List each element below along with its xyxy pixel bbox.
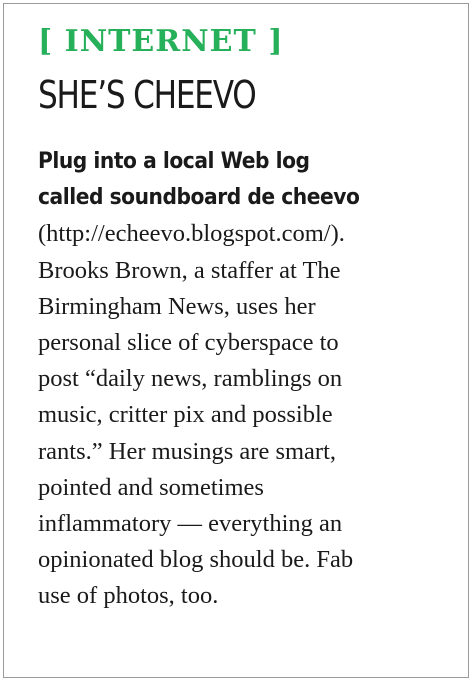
article-content bbox=[38, 22, 458, 615]
section-open-bracket: [ bbox=[38, 24, 54, 59]
section-label bbox=[38, 22, 458, 62]
lead-line-1: Plug into a local Web log bbox=[38, 149, 310, 174]
body-line-8: pointed and sometimes bbox=[38, 473, 264, 501]
section-close-bracket: ] bbox=[268, 24, 284, 59]
body-line-10: opinionated blog should be. Fab bbox=[38, 546, 354, 574]
body-line-7: rants.” Her musings are smart, bbox=[38, 437, 336, 465]
lead-line-2: called soundboard de cheevo bbox=[38, 185, 360, 211]
body-line-3: Birmingham News, uses her bbox=[38, 292, 316, 320]
body-line-2: Brooks Brown, a staffer at The bbox=[38, 256, 341, 284]
body-line-9: inflammatory — everything an bbox=[38, 510, 343, 538]
body-line-6: music, critter pix and possible bbox=[38, 401, 333, 429]
section-label-text: INTERNET bbox=[64, 24, 257, 59]
headline: SHE’S CHEEVO bbox=[38, 73, 256, 117]
body-line-4: personal slice of cyberspace to bbox=[38, 329, 339, 357]
body-line-5: post “daily news, ramblings on bbox=[38, 365, 343, 393]
article-body bbox=[38, 144, 458, 615]
body-line-11: use of photos, too. bbox=[38, 582, 219, 610]
body-line-1: (http://echeevo.blogspot.com/). bbox=[38, 220, 345, 248]
